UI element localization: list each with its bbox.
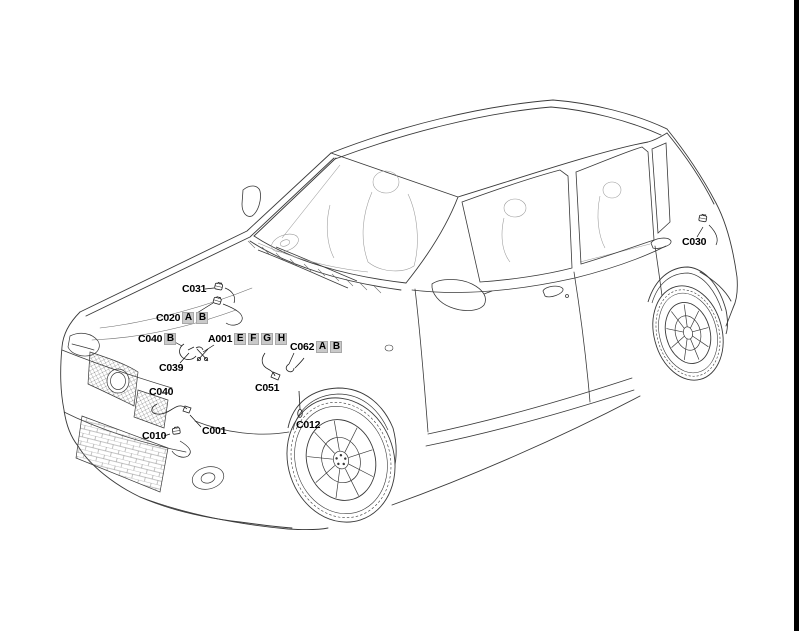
label-code: C010 (142, 430, 167, 442)
variant-chip: G (261, 333, 274, 345)
rear-wheel (643, 278, 734, 388)
variant-chip: E (234, 333, 245, 345)
label-code: C012 (296, 419, 321, 431)
leader-A001 (203, 345, 214, 352)
label-code: C062 (290, 340, 315, 353)
front-door-handle (543, 286, 569, 297)
connector-icon-C062 (286, 358, 304, 372)
connector-label-C010 (142, 431, 166, 442)
variant-chip: B (196, 312, 208, 324)
connector-icon-C030 (699, 214, 707, 222)
leader-lines (164, 227, 703, 436)
connector-icon-C020 (213, 296, 222, 305)
door-mirror (432, 280, 492, 311)
far-door-mirror (242, 186, 261, 216)
connector-label-C040B (138, 333, 176, 345)
connector-label-C001 (202, 426, 226, 437)
label-code: C040 (138, 332, 163, 345)
connector-label-C040 (149, 387, 173, 398)
leader-C001 (190, 415, 201, 427)
variant-chip: H (275, 333, 287, 345)
label-code: C001 (202, 425, 227, 437)
connector-label-A001 (208, 333, 287, 345)
connector-label-C051 (255, 383, 279, 394)
variant-chip: B (164, 333, 176, 345)
label-code: C039 (159, 362, 184, 374)
leader-C031 (205, 288, 214, 289)
wiper-arm (276, 247, 357, 281)
connector-label-C031 (182, 284, 206, 295)
connector-icon-C051 (262, 353, 280, 380)
page-scan-edge (794, 0, 799, 631)
connector-label-C030 (682, 237, 706, 248)
wiper-cowl (248, 241, 381, 293)
connector-icon-C010 (172, 427, 180, 435)
label-code: A001 (208, 332, 233, 345)
connector-icon-C031 (214, 282, 223, 290)
label-code: C051 (255, 382, 280, 394)
fog-light (190, 463, 226, 492)
front-door-window (462, 170, 572, 282)
seat-headrest (373, 171, 399, 193)
label-code: C031 (182, 283, 207, 295)
label-code: C040 (149, 386, 174, 398)
wiper-arm (258, 250, 348, 288)
variant-chip: A (182, 312, 194, 324)
interior-detail (258, 165, 650, 272)
connector-label-C012 (296, 420, 320, 431)
label-code: C030 (682, 236, 707, 248)
side-indicator (385, 345, 393, 351)
quarter-window (652, 143, 670, 233)
connector-label-C020 (156, 312, 208, 324)
connector-label-C039 (159, 363, 183, 374)
connector-label-C062 (290, 341, 342, 353)
front-door-gap (415, 289, 428, 432)
lower-grille (76, 416, 168, 492)
b-pillar-gap (574, 272, 590, 402)
side-doors (242, 143, 671, 446)
rear-door-window (576, 147, 654, 264)
front-wheel (271, 384, 411, 537)
label-code: C020 (156, 311, 181, 324)
variant-chip: A (316, 341, 328, 353)
headlight (68, 333, 99, 356)
leader-C062 (289, 353, 294, 364)
connector-icon-A001 (197, 349, 208, 361)
variant-chip: B (330, 341, 342, 353)
variant-chip: F (248, 333, 259, 345)
